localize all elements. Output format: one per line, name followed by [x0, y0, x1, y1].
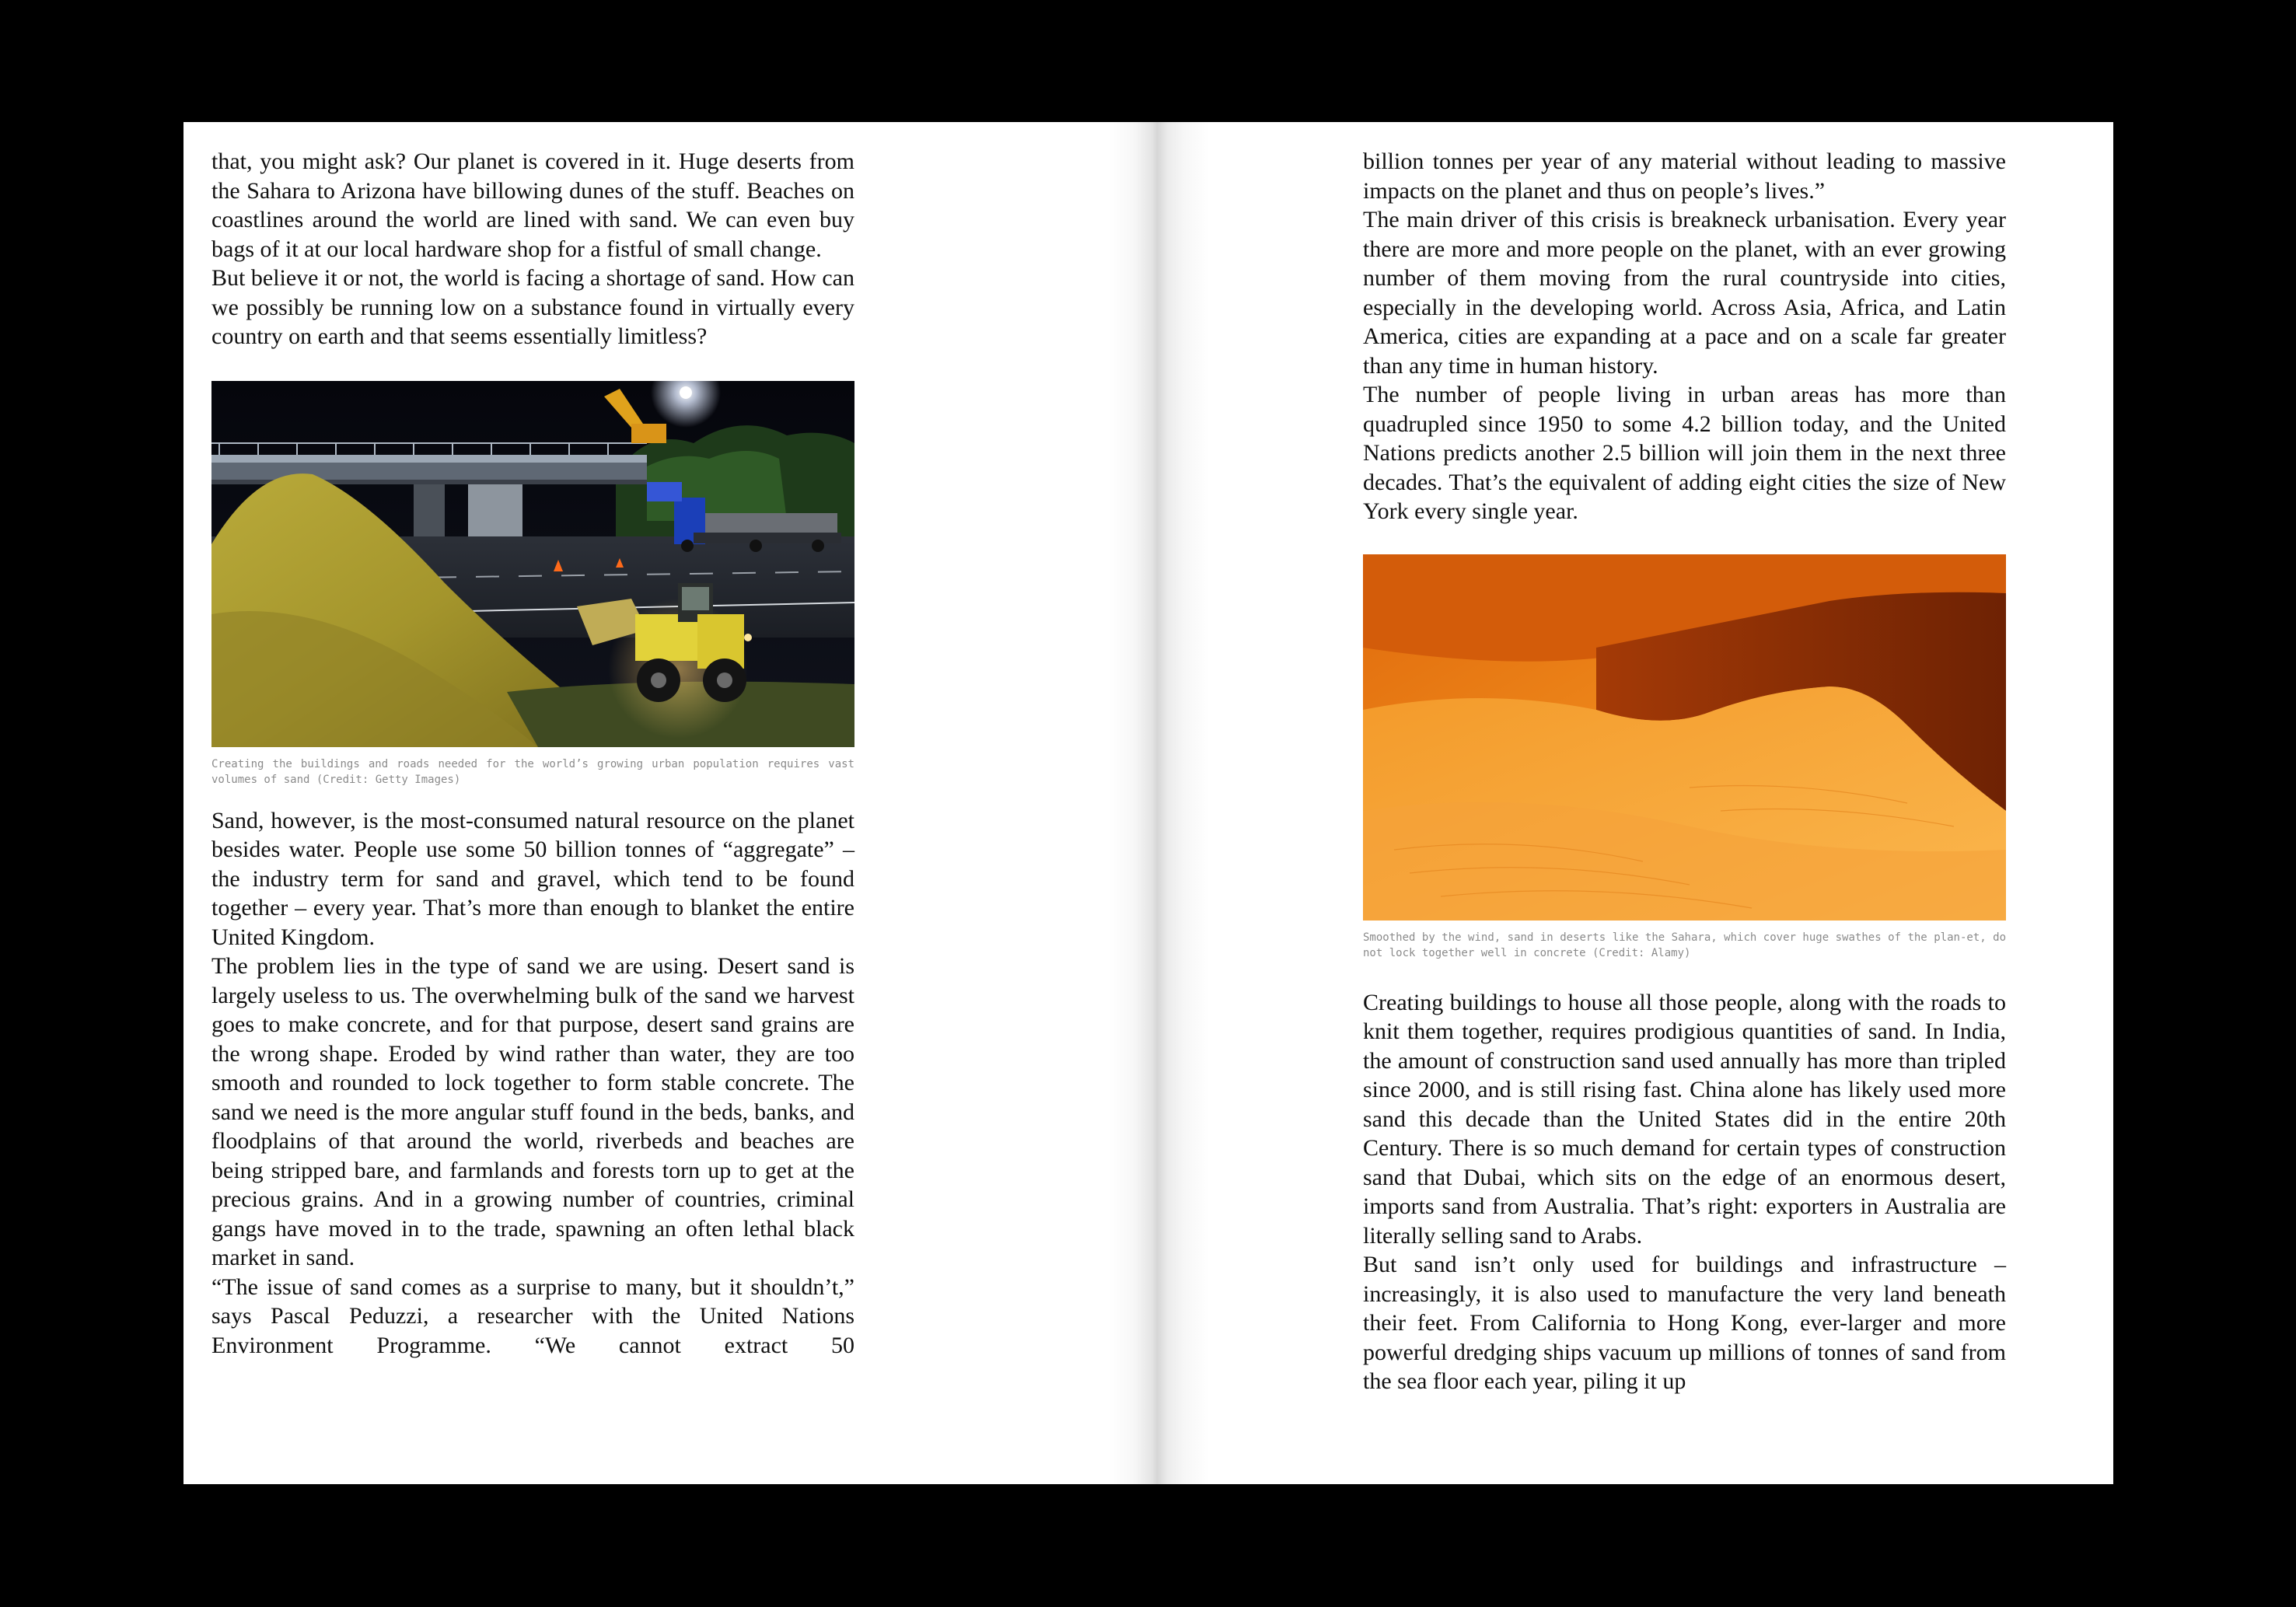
right-text-column: [1363, 147, 2006, 1396]
right-paragraph-2: The main driver of this crisis is breakneck urbanisation. Every year there are more and more people on the planet, with an ever growing number of them moving from the rural countryside into cities, especially in the developing world. Across Asia, Africa, and Latin America, cities are expanding at a pace and on a scale far greater than any time in human history.: [1363, 207, 2006, 379]
desert-dunes-photo: [1363, 554, 2006, 921]
construction-figure-caption: Creating the buildings and roads needed for the world’s growing urban population requires vast volumes of sand (Credit: Getty Images): [211, 757, 854, 786]
right-paragraph-3: The number of people living in urban areas has more than quadrupled since 1950 to some 4.2 billion today, and the United Nations predicts another 2.5 billion will join them in the next three decades. That’s the equivalent of adding eight cities the size of New York every single year.: [1363, 382, 2006, 524]
left-paragraph-5: “The issue of sand comes as a surprise to many, but it shouldn’t,” says Pascal Peduzzi, a researcher with the United Nations Environment Programme. “We cannot extract 50: [211, 1273, 854, 1358]
construction-site-photo: [211, 381, 854, 747]
left-paragraph-3: Sand, however, is the most-consumed natural resource on the planet besides water. People use some 50 billion tonnes of “aggregate” – the industry term for sand and gravel, which tend to be found together – every year. That’s more than enough to blanket the entire United Kingdom.: [211, 807, 854, 950]
desert-figure: [1363, 554, 2006, 961]
right-paragraph-5: But sand isn’t only used for buildings and infrastructure – increasingly, it is also used to manufacture the very land beneath their feet. From California to Hong Kong, ever-larger and more powerful dredging ships vacuum up millions of tonnes of sand from the sea floor each year, piling it up: [1363, 1252, 2006, 1394]
left-paragraph-2: But believe it or not, the world is facing a shortage of sand. How can we possibly be running low on a substance found in virtually every country on earth and that seems essentially limitless?: [211, 265, 854, 349]
right-paragraph-1: billion tonnes per year of any material without leading to massive impacts on the planet and thus on people’s lives.”: [1363, 148, 2006, 204]
right-paragraph-4: Creating buildings to house all those people, along with the roads to knit them together, requires prodigious quantities of sand. In India, the amount of construction sand used annually has more than tripled since 2000, and is still rising fast. China alone has likely used more sand this decade than the United States did in the entire 20th Century. There is so much demand for certain types of construction sand that Dubai, which sits on the edge of an enormous desert, imports sand from Australia. That’s right: exporters in Australia are literally selling sand to Arabs.: [1363, 989, 2006, 1249]
left-page: [183, 122, 1148, 1484]
desert-figure-caption: Smoothed by the wind, sand in deserts like the Sahara, which cover huge swathes of the plan-et, do not lock together well in concrete (Credit: Alamy): [1363, 931, 2006, 959]
left-paragraph-1: that, you might ask? Our planet is covered in it. Huge deserts from the Sahara to Arizona have billowing dunes of the stuff. Beaches on coastlines around the world are lined with sand. We can even buy bags of it at our local hardware shop for a fistful of small change.: [211, 148, 854, 262]
left-paragraph-4: The problem lies in the type of sand we are using. Desert sand is largely useless to us. The overwhelming bulk of the sand we harvest goes to make concrete, and for that purpose, desert sand grains are the wrong shape. Eroded by wind rather than water, they are too smooth and rounded to lock together to form stable concrete. The sand we need is the more angular stuff found in the beds, banks, and floodplains of that around the world, riverbeds and beaches are being stripped bare, and farmlands and forests torn up to get at the precious grains. And in a growing number of countries, criminal gangs have moved in to the trade, spawning an often lethal black market in sand.: [211, 953, 854, 1270]
right-page: [1148, 122, 2113, 1484]
construction-figure: [211, 381, 854, 788]
magazine-spread: [183, 122, 2113, 1484]
left-text-column: [211, 147, 854, 1360]
